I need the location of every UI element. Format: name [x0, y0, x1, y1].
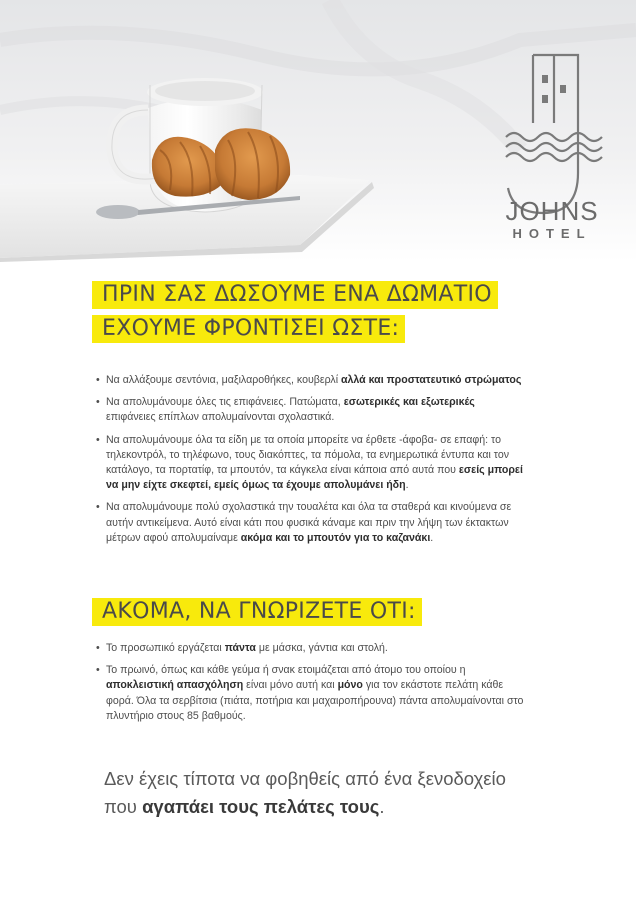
- section1-heading-line1: ΠΡΙΝ ΣΑΣ ΔΩΣΟΥΜΕ ΕΝΑ ΔΩΜΑΤΙΟ: [92, 281, 498, 309]
- section1-list: [96, 373, 526, 553]
- closing-line1: Δεν έχεις τίποτα να φοβηθείς από ένα ξενοδοχείο: [104, 768, 506, 789]
- list-item: • Να αλλάξουμε σεντόνια, μαξιλαροθήκες, κουβερλί αλλά και προστατευτικό στρώματος: [96, 373, 526, 388]
- list-item: • Το πρωινό, όπως και κάθε γεύμα ή σνακ ετοιμάζεται από άτομο του οποίου η αποκλειστική απασχόληση είναι μόνο αυτή και μόνο για τον εκάστοτε πελάτη κάθε φορά. Όλα τα σερβίτσια (πιάτα, ποτήρια και μαχαιροπήρουνα) πάντα απολυμαίνονται στο πλυντήριο στους 85 βαθμούς.: [96, 663, 526, 724]
- list-item: • Να απολυμάνουμε πολύ σχολαστικά την τουαλέτα και όλα τα σταθερά και κινούμενα σε αυτήν αντικείμενα. Αυτό είναι κάτι που φυσικά κάναμε και πριν την λήψη των έκτακτων μέτρων αφού απολυμαίναμε ακόμα και το μπουτόν για το καζανάκι.: [96, 500, 526, 546]
- brand-subtitle: HOTEL: [512, 226, 592, 241]
- list-item: • Να απολυμάνουμε όλες τις επιφάνειες. Πατώματα, εσωτερικές και εξωτερικές επιφάνειες επίπλων απολυμαίνονται σχολαστικά.: [96, 395, 526, 425]
- section1-heading-line2: ΕΧΟΥΜΕ ΦΡΟΝΤΙΣΕΙ ΩΣΤΕ:: [92, 315, 405, 343]
- section2-list: [96, 641, 526, 731]
- brand-name: JOHNS: [505, 196, 599, 226]
- closing-message: [104, 765, 544, 821]
- closing-line2: που αγαπάει τους πελάτες τους.: [104, 796, 385, 817]
- list-item: • Να απολυμάνουμε όλα τα είδη με τα οποία μπορείτε να έρθετε -άφοβα- σε επαφή: το τηλεκοντρόλ, το τηλέφωνο, τους διακόπτες, τα πόμολα, τα ενημερωτικά έντυπα και τον κατάλογο, τα πορτατίφ, τα μπουτόν, τα κάγκελα είναι κάποια από αυτά που εσείς μπορεί να μην είχτε σκεφτεί, εμείς όμως τα έχουμε απολυμάνει ήδη.: [96, 433, 526, 494]
- list-item: • Το προσωπικό εργάζεται πάντα με μάσκα, γάντια και στολή.: [96, 641, 526, 656]
- section2-heading: ΑΚΟΜΑ, ΝΑ ΓΝΩΡΙΖΕΤΕ ΟΤΙ:: [92, 598, 422, 626]
